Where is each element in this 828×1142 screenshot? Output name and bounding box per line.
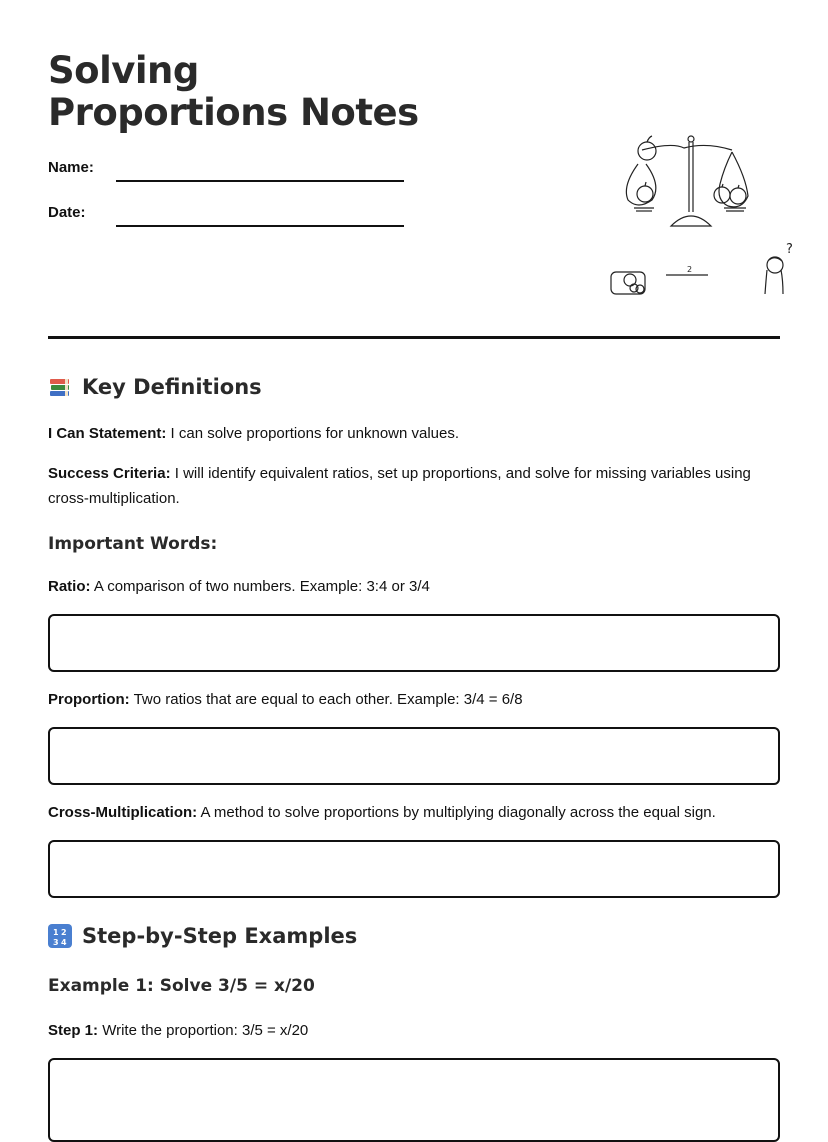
proportion-answer-box[interactable] <box>48 727 780 785</box>
term-cross-multiplication <box>48 800 780 825</box>
key-definitions-heading <box>48 375 262 399</box>
term-label: Proportion: <box>48 691 130 708</box>
term-text: A comparison of two numbers. Example: 3:4 or 3/4 <box>93 578 430 595</box>
fraction-numerator: 2 <box>687 265 693 274</box>
examples-heading <box>48 924 357 948</box>
date-field[interactable] <box>116 205 404 227</box>
examples-label: Step-by-Step Examples <box>82 924 358 948</box>
i-can-statement <box>48 421 780 446</box>
date-field-row <box>48 203 404 223</box>
term-label: Cross-Multiplication: <box>48 804 198 821</box>
name-field-row <box>48 158 404 178</box>
success-criteria <box>48 461 780 511</box>
numbers-1234-icon <box>48 924 72 948</box>
page-title: Solving Proportions Notes <box>48 49 419 134</box>
step-text: Write the proportion: 3/5 = x/20 <box>102 1022 309 1039</box>
notes-page <box>48 0 793 1039</box>
svg-text:4: 4 <box>61 938 67 947</box>
term-label: Ratio: <box>48 578 91 595</box>
term-proportion <box>48 687 780 712</box>
name-field[interactable] <box>116 160 404 182</box>
svg-text:3: 3 <box>53 938 59 947</box>
term-text: A method to solve proportions by multiplying diagonally across the equal sign. <box>200 804 716 821</box>
header <box>48 0 793 338</box>
example1-title: Example 1: Solve 3/5 = x/20 <box>48 976 315 996</box>
name-label: Name: <box>48 159 94 176</box>
step-label: Step 1: <box>48 1022 99 1039</box>
svg-text:2: 2 <box>61 928 67 937</box>
important-words-heading: Important Words: <box>48 534 218 554</box>
term-ratio <box>48 574 780 599</box>
i-can-text: I can solve proportions for unknown values. <box>170 425 460 442</box>
svg-text:1: 1 <box>53 928 59 937</box>
date-label: Date: <box>48 204 86 221</box>
i-can-label: I Can Statement: <box>48 425 167 442</box>
key-definitions-label: Key Definitions <box>82 375 262 399</box>
ratio-answer-box[interactable] <box>48 614 780 672</box>
question-mark: ? <box>786 242 793 257</box>
example1-step1 <box>48 1018 780 1043</box>
cross-multiplication-answer-box[interactable] <box>48 840 780 898</box>
balance-scale-illustration <box>556 128 793 300</box>
success-text: I will identify equivalent ratios, set up proportions, and solve for missing variables using cross-multiplication. <box>48 465 751 507</box>
success-label: Success Criteria: <box>48 465 171 482</box>
header-divider <box>48 336 780 339</box>
term-text: Two ratios that are equal to each other. Example: 3/4 = 6/8 <box>133 691 523 708</box>
books-icon <box>48 375 72 399</box>
step1-answer-box[interactable] <box>48 1058 780 1142</box>
